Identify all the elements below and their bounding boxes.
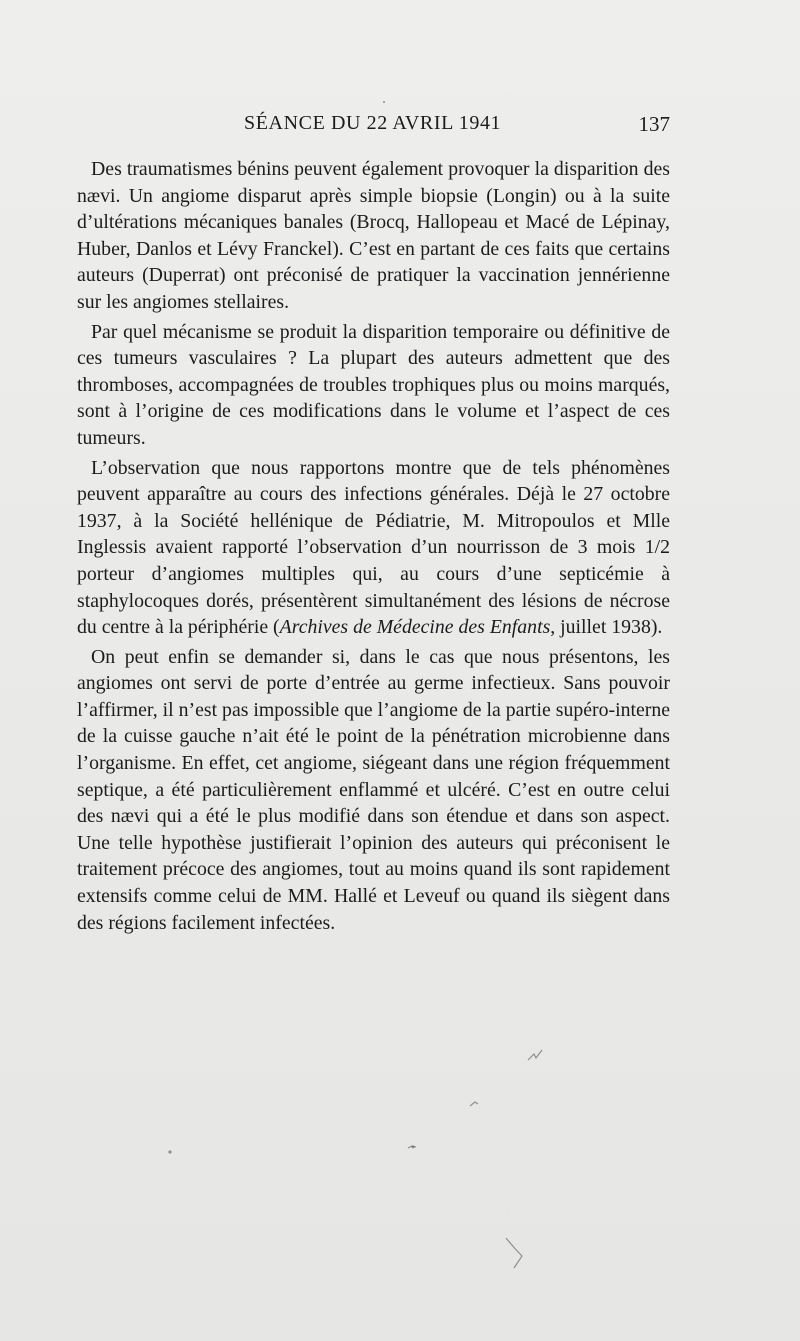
- paragraph-3-citation-date: , juillet 1938).: [550, 616, 663, 639]
- running-head: SÉANCE DU 22 AVRIL 1941: [244, 112, 502, 134]
- page-number: 137: [638, 112, 670, 136]
- paragraph-2: Par quel mécanisme se produit la disparition temporaire ou définitive de ces tumeurs vasculaires ? La plupart des auteurs admettent que des thromboses, accompagnées de troubles trophiques plus ou moins marqués, sont à l’origine de ces modifications dans le volume et l’aspect de ces tumeurs.: [77, 320, 670, 449]
- paragraph-3-text: L’observation que nous rapportons montre que de tels phénomènes peuvent apparaître au cours des infections générales. Déjà le 27 octobre 1937, à la Société hellénique de Pédiatrie, M. Mitropoulos et Mlle Inglessis avaient rapporté l’observation d’un nourrisson de 3 mois 1/2 porteur d’angiomes multiples qui, au cours d’une septicémie à staphylocoques dorés, présentèrent simultanément des lésions de nécrose du centre à la périphérie (: [77, 456, 670, 639]
- paragraph-1: Des traumatismes bénins peuvent également provoquer la disparition des nævi. Un angiome disparut après simple biopsie (Longin) ou à la suite d’ultérations mécaniques banales (Brocq, Hallopeau et Macé de Lépinay, Huber, Danlos et Lévy Franckel). C’est en partant de ces faits que certains auteurs (Duperrat) ont préconisé de pratiquer la vaccination jennérienne sur les angiomes stellaires.: [77, 158, 670, 313]
- body-text: [77, 156, 670, 939]
- paragraph-3: [77, 455, 670, 641]
- page-header: [77, 112, 670, 142]
- journal-title: Archives de Médecine des Enfants: [279, 616, 551, 639]
- pencil-marks: [408, 1050, 542, 1268]
- paragraph-4: On peut enfin se demander si, dans le cas que nous présentons, les angiomes ont servi de porte d’entrée au germe infectieux. Sans pouvoir l’affirmer, il n’est pas impossible que l’angiome de la partie supéro-interne de la cuisse gauche n’ait été le point de la pénétration microbienne dans l’organisme. En effet, cet angiome, siégeant dans une région fréquemment septique, a été particulièrement enflammé et ulcéré. C’est en outre celui des nævi qui a été le plus modifié dans son étendue et dans son aspect. Une telle hypothèse justifierait l’opinion des auteurs qui préconisent le traitement précoce des angiomes, tout au moins quand ils sont rapidement extensifs comme celui de MM. Hallé et Leveuf ou quand ils siègent dans des régions facilement infectées.: [77, 645, 670, 934]
